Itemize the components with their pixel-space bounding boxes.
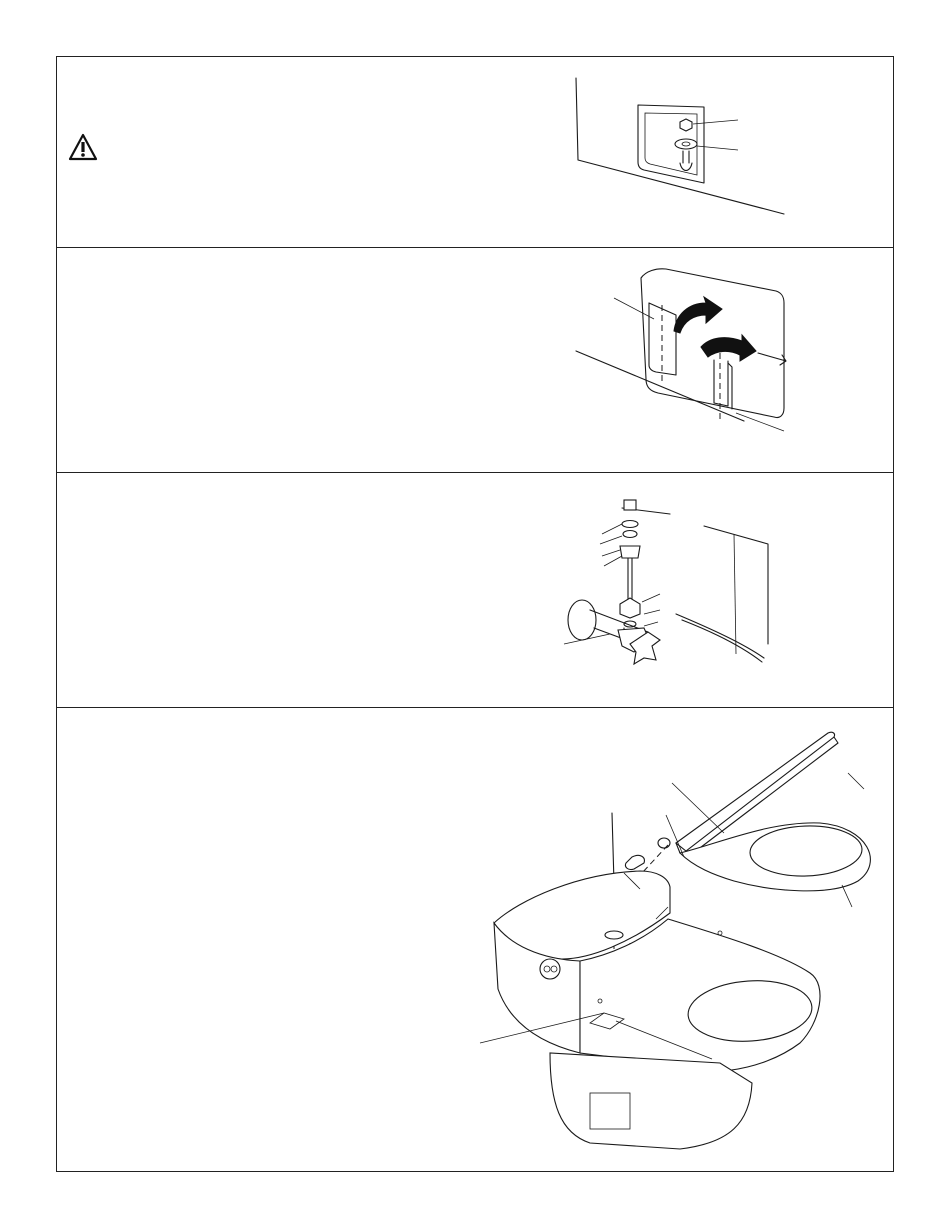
tank-lid-clip-figure (576, 263, 816, 453)
step-4-section (56, 709, 894, 1171)
step-2-section (56, 249, 894, 471)
section-divider (56, 247, 894, 248)
section-divider (56, 707, 894, 708)
step-3-section (56, 474, 894, 706)
toilet-seat-installation-figure (480, 723, 860, 1133)
supply-valve-figure (564, 494, 834, 694)
warning-triangle-icon (68, 133, 98, 161)
section-divider (56, 472, 894, 473)
tank-bolt-detail-figure (566, 75, 796, 225)
step-1-section (56, 57, 894, 247)
